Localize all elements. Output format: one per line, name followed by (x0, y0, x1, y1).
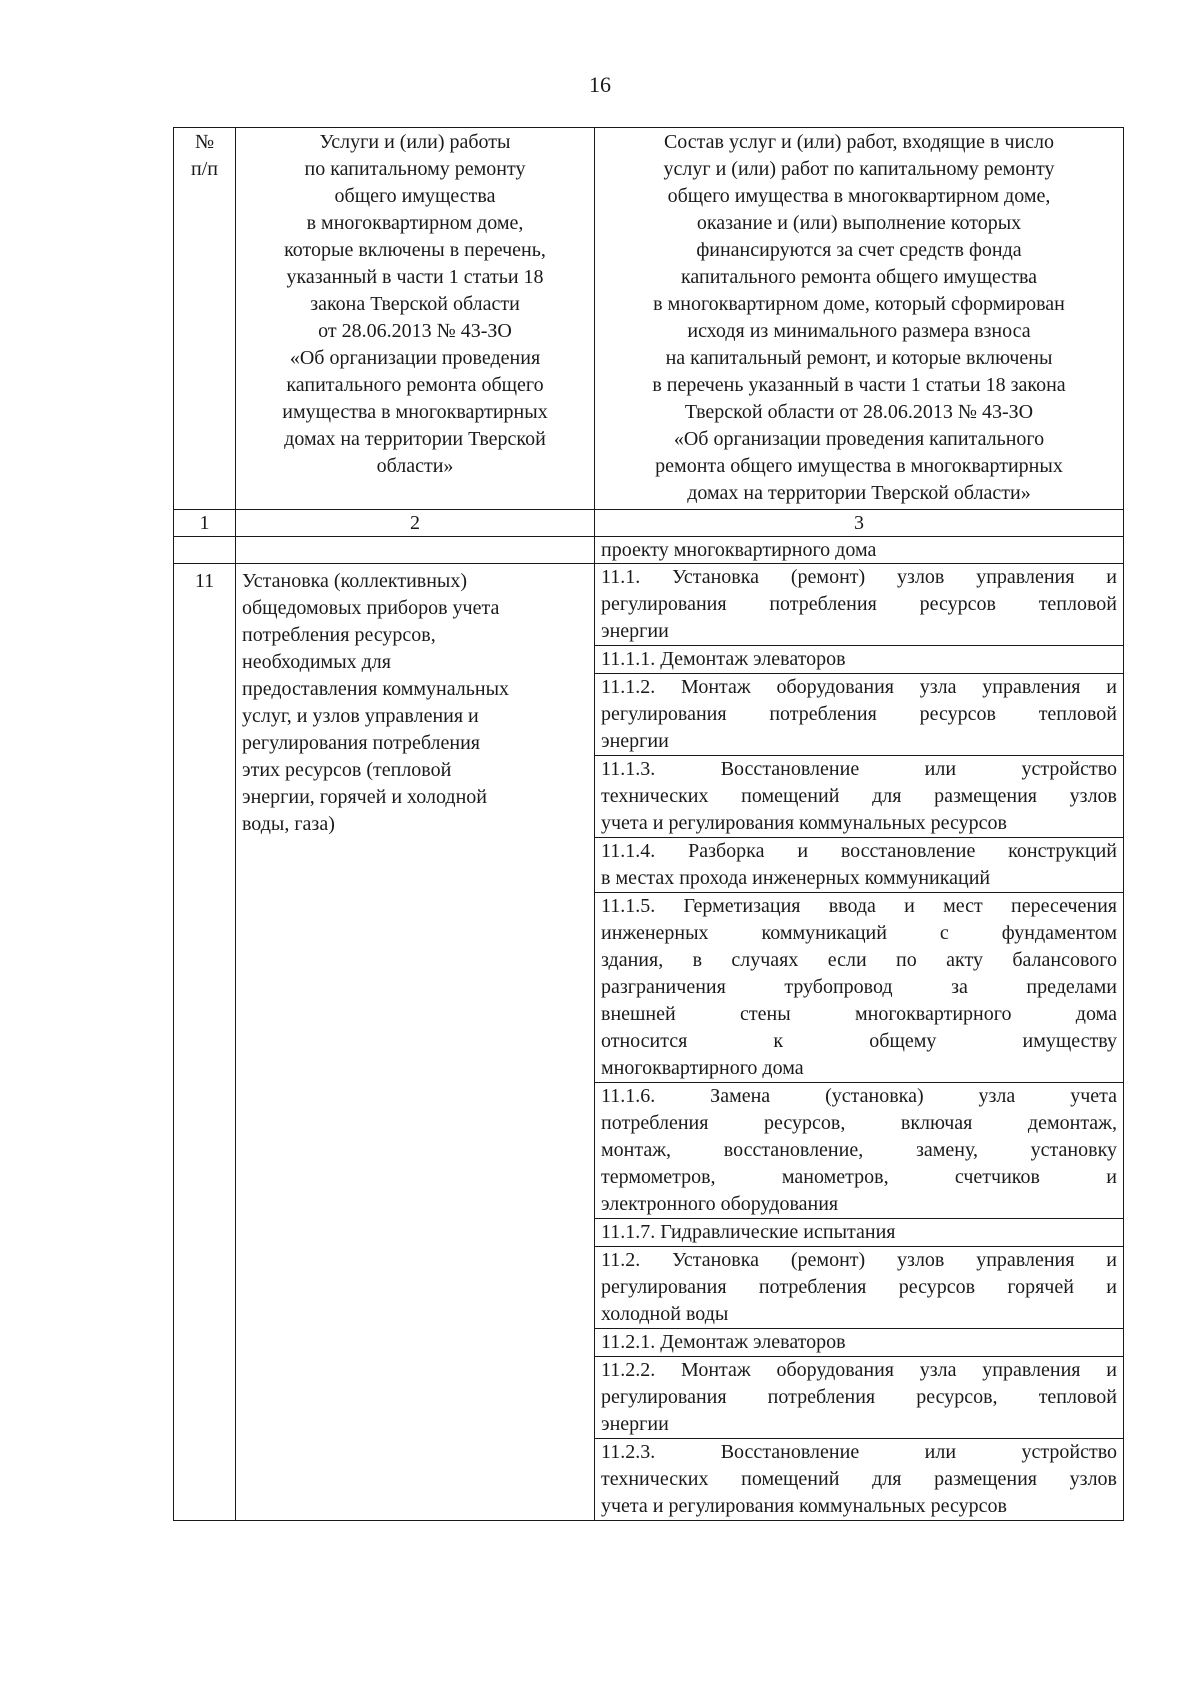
list-item (595, 1439, 1123, 1521)
header-composition-line: домах на территории Тверской области» (687, 482, 1031, 504)
composition-item-line: учета и регулирования коммунальных ресурсов (601, 812, 1007, 834)
service-line: этих ресурсов (тепловой (242, 759, 452, 781)
header-composition-line: Состав услуг и (или) работ, входящие в число (663, 131, 1055, 153)
list-item (595, 564, 1123, 646)
list-item (595, 1083, 1123, 1219)
column-number-2: 2 (236, 510, 595, 537)
header-services-cell (236, 128, 595, 510)
composition-item (595, 893, 1123, 1083)
composition-item-line: внешней стены многоквартирного дома (601, 1003, 1117, 1025)
column-number-row (174, 510, 1124, 537)
composition-list (595, 564, 1123, 1520)
continuation-number-cell (174, 537, 236, 564)
header-composition-line: исходя из минимального размера взноса (687, 320, 1031, 342)
composition-item (595, 646, 1123, 674)
composition-item-line: 11.2.3. Восстановление или устройство (601, 1441, 1117, 1463)
row-composition (595, 564, 1124, 1521)
composition-item-line: 11.1.7. Гидравлические испытания (601, 1221, 896, 1243)
list-item (595, 1357, 1123, 1439)
composition-item-line: регулирования потребления ресурсов тепловой (601, 593, 1117, 615)
row-number: 11 (174, 564, 236, 1521)
list-item (595, 893, 1123, 1083)
continuation-service-cell (236, 537, 595, 564)
composition-item-line: относится к общему имуществу (601, 1030, 1117, 1052)
composition-item-line: 11.1.2. Монтаж оборудования узла управления и (601, 676, 1117, 698)
composition-item (595, 1083, 1123, 1219)
service-line: Установка (коллективных) (242, 570, 468, 592)
header-services-line: в многоквартирном доме, (306, 212, 524, 234)
list-item (595, 838, 1123, 893)
header-composition-line: Тверской области от 28.06.2013 № 43-ЗО (684, 401, 1034, 423)
composition-item (595, 1247, 1123, 1329)
page-number: 16 (589, 72, 611, 97)
list-item (595, 1329, 1123, 1357)
composition-item-line: 11.1.4. Разборка и восстановление конструкций (601, 840, 1117, 862)
composition-item-line: холодной воды (601, 1303, 729, 1325)
composition-item-line: 11.1.3. Восстановление или устройство (601, 758, 1117, 780)
composition-item-line: термометров, манометров, счетчиков и (601, 1166, 1117, 1188)
header-composition-line: в многоквартирном доме, который сформирован (653, 293, 1065, 315)
continuation-row (174, 537, 1124, 564)
composition-item-line: здания, в случаях если по акту балансового (601, 949, 1117, 971)
row-service (236, 564, 595, 1521)
composition-item (595, 1329, 1123, 1357)
list-item (595, 1247, 1123, 1329)
composition-item-line: 11.2. Установка (ремонт) узлов управления и (601, 1249, 1117, 1271)
header-services-line: домах на территории Тверской (284, 428, 546, 450)
table-row (174, 564, 1124, 1521)
header-number-line: № (194, 131, 215, 153)
column-number-1: 1 (174, 510, 236, 537)
composition-item (595, 674, 1123, 756)
header-services-line: Услуги и (или) работы (319, 131, 511, 153)
composition-item (595, 756, 1123, 838)
header-services-line: от 28.06.2013 № 43-ЗО (318, 320, 512, 342)
header-composition-line: оказание и (или) выполнение которых (696, 212, 1022, 234)
composition-item-line: многоквартирного дома (601, 1057, 804, 1079)
composition-item-line: 11.2.1. Демонтаж элеваторов (601, 1331, 846, 1353)
header-composition-line: в перечень указанный в части 1 статьи 18 закона (652, 374, 1066, 396)
service-line: предоставления коммунальных (242, 678, 510, 700)
column-number-3: 3 (595, 510, 1124, 537)
composition-item-line: учета и регулирования коммунальных ресурсов (601, 1495, 1007, 1517)
capital-repair-table (173, 127, 1124, 1521)
header-number-line: п/п (191, 158, 218, 180)
service-line: потребления ресурсов, (242, 624, 436, 646)
service-line: общедомовых приборов учета (242, 597, 500, 619)
composition-item-line: энергии (601, 730, 669, 752)
composition-item-line: энергии (601, 1413, 669, 1435)
header-composition-line: на капитальный ремонт, и которые включены (665, 347, 1053, 369)
composition-item-line: 11.1.1. Демонтаж элеваторов (601, 648, 846, 670)
header-services-line: области» (376, 455, 454, 477)
composition-item-line: потребления ресурсов, включая демонтаж, (601, 1112, 1117, 1134)
header-services-line: общего имущества (334, 185, 496, 207)
service-line: услуг, и узлов управления и (242, 705, 479, 727)
header-services-line: указанный в части 1 статьи 18 (286, 266, 544, 288)
header-services-line: по капитальному ремонту (304, 158, 526, 180)
composition-item (595, 1219, 1123, 1247)
composition-item-line: 11.2.2. Монтаж оборудования узла управления и (601, 1359, 1117, 1381)
composition-item-line: технических помещений для размещения узлов (601, 785, 1117, 807)
header-services-line: «Об организации проведения (289, 347, 541, 369)
header-composition-cell (595, 128, 1124, 510)
composition-item-line: 11.1.6. Замена (установка) узла учета (601, 1085, 1117, 1107)
header-services-line: которые включены в перечень, (284, 239, 546, 261)
composition-item-line: монтаж, восстановление, замену, установку (601, 1139, 1117, 1161)
header-services-line: капитального ремонта общего (286, 374, 544, 396)
composition-item (595, 1439, 1123, 1521)
composition-item-line: в местах прохода инженерных коммуникаций (601, 867, 991, 889)
composition-item-line: регулирования потребления ресурсов горячей и (601, 1276, 1117, 1298)
header-composition-line: «Об организации проведения капитального (673, 428, 1045, 450)
header-composition-line: услуг и (или) работ по капитальному ремонту (663, 158, 1055, 180)
composition-item-line: 11.1.5. Герметизация ввода и мест пересечения (601, 895, 1117, 917)
service-line: необходимых для (242, 651, 391, 673)
list-item (595, 1219, 1123, 1247)
composition-item-line: разграничения трубопровод за пределами (601, 976, 1117, 998)
service-line: регулирования потребления (242, 732, 480, 754)
table-header-row (174, 128, 1124, 510)
composition-item (595, 564, 1123, 646)
service-line: воды, газа) (242, 813, 335, 835)
composition-item-line: инженерных коммуникаций с фундаментом (601, 922, 1117, 944)
header-number-cell (174, 128, 236, 510)
composition-item (595, 838, 1123, 893)
header-composition-line: общего имущества в многоквартирном доме, (667, 185, 1051, 207)
header-services-line: закона Тверской области (310, 293, 520, 315)
service-line: энергии, горячей и холодной (242, 786, 487, 808)
composition-item-line: энергии (601, 620, 669, 642)
composition-item-line: регулирования потребления ресурсов тепловой (601, 703, 1117, 725)
list-item (595, 674, 1123, 756)
header-services-line: имущества в многоквартирных (282, 401, 548, 423)
header-composition-line: финансируются за счет средств фонда (696, 239, 1022, 261)
list-item (595, 756, 1123, 838)
composition-item-line: регулирования потребления ресурсов, тепловой (601, 1386, 1117, 1408)
composition-item (595, 1357, 1123, 1439)
continuation-text: проекту многоквартирного дома (595, 537, 1124, 564)
header-composition-line: капитального ремонта общего имущества (680, 266, 1038, 288)
composition-item-line: 11.1. Установка (ремонт) узлов управления и (601, 566, 1117, 588)
composition-item-line: электронного оборудования (601, 1193, 839, 1215)
list-item (595, 646, 1123, 674)
header-composition-line: ремонта общего имущества в многоквартирных (655, 455, 1063, 477)
composition-item-line: технических помещений для размещения узлов (601, 1468, 1117, 1490)
